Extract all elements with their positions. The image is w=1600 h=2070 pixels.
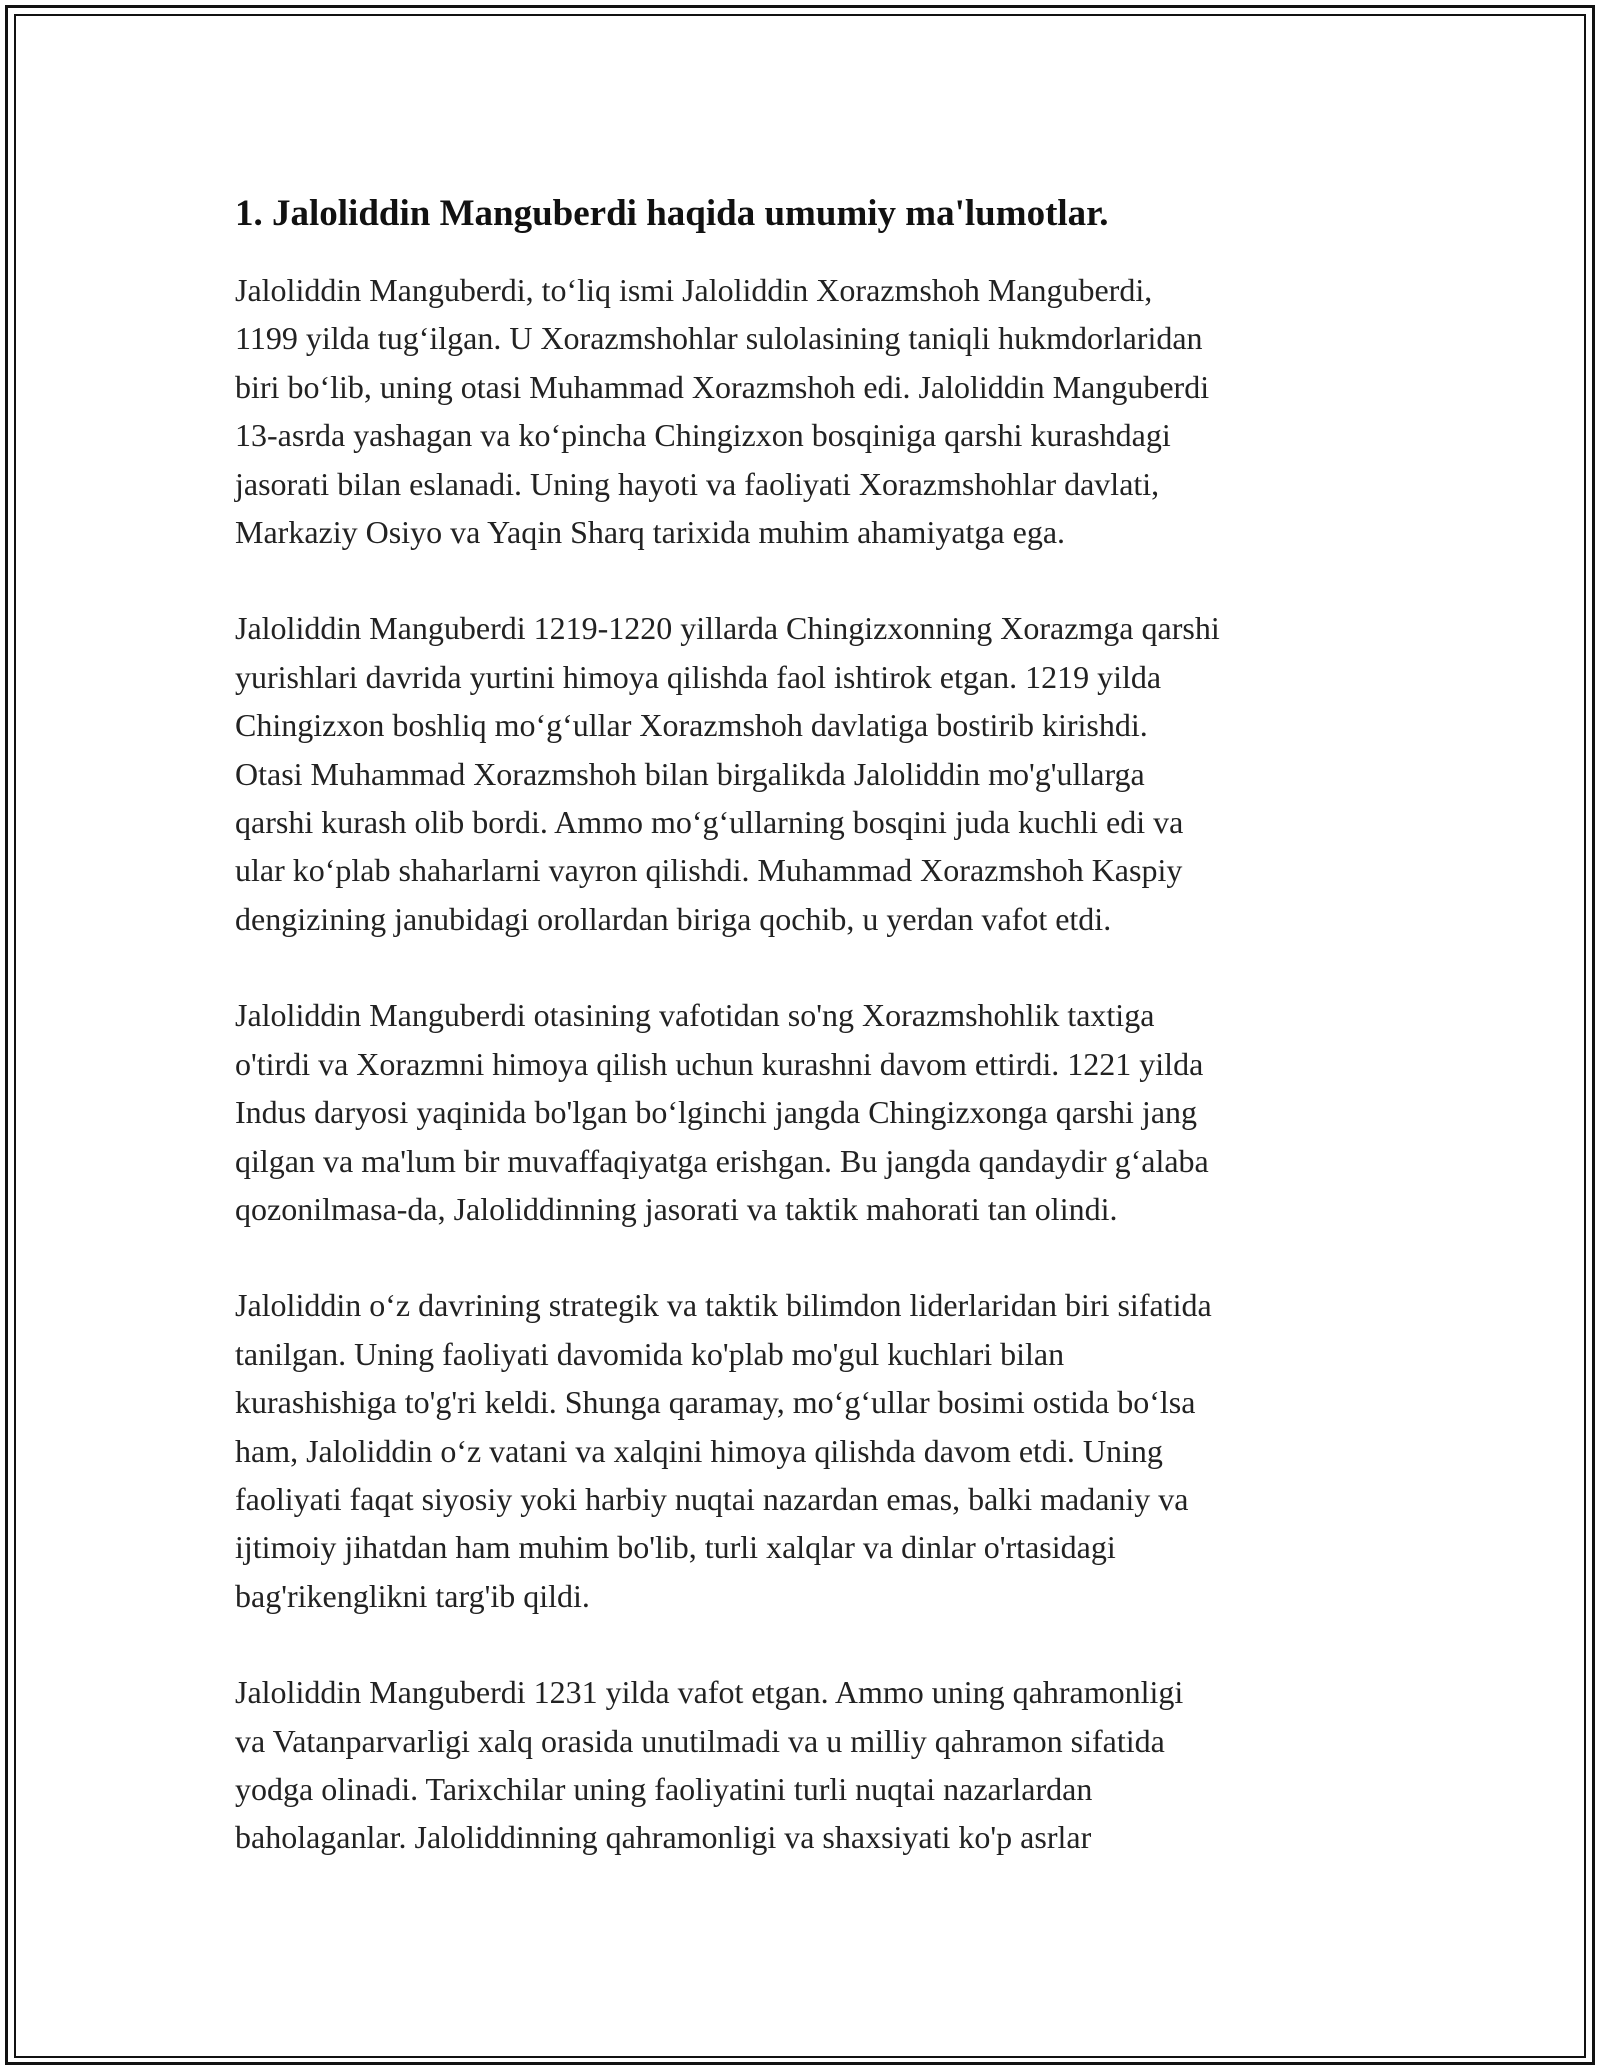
paragraph-line: Jaloliddin Manguberdi otasining vafotidan so'ng Xorazmshohlik taxtiga bbox=[235, 997, 1155, 1034]
paragraph-line: ijtimoiy jihatdan ham muhim bo'lib, turli xalqlar va dinlar o'rtasidagi bbox=[235, 1529, 1116, 1566]
paragraph-line: qilgan va ma'lum bir muvaffaqiyatga erishgan. Bu jangda qandaydir g‘alaba bbox=[235, 1142, 1209, 1179]
paragraph bbox=[235, 1668, 1375, 1862]
paragraph-line: ham, Jaloliddin o‘z vatani va xalqini himoya qilishda davom etdi. Uning bbox=[235, 1432, 1163, 1469]
paragraph-line: ular ko‘plab shaharlarni vayron qilishdi. Muhammad Xorazmshoh Kaspiy bbox=[235, 852, 1183, 889]
paragraph-line: 13-asrda yashagan va ko‘pincha Chingizxon bosqiniga qarshi kurashdagi bbox=[235, 417, 1171, 454]
paragraph-line: faoliyati faqat siyosiy yoki harbiy nuqtai nazardan emas, balki madaniy va bbox=[235, 1480, 1189, 1517]
paragraph-line: Jaloliddin Manguberdi 1219-1220 yillarda Chingizxonning Xorazmga qarshi bbox=[235, 610, 1220, 647]
paragraph-line: Jaloliddin Manguberdi, to‘liq ismi Jaloliddin Xorazmshoh Manguberdi, bbox=[235, 272, 1153, 308]
paragraph-line: dengizining janubidagi orollardan biriga qochib, u yerdan vafot etdi. bbox=[235, 900, 1112, 937]
paragraph bbox=[235, 1281, 1375, 1620]
paragraph-line: jasorati bilan eslanadi. Uning hayoti va faoliyati Xorazmshohlar davlati, bbox=[235, 465, 1160, 502]
paragraph-line: yodga olinadi. Tarixchilar uning faoliyatini turli nuqtai nazarlardan bbox=[235, 1770, 1093, 1807]
paragraph-line: tanilgan. Uning faoliyati davomida ko'plab mo'gul kuchlari bilan bbox=[235, 1335, 1065, 1372]
paragraph-line: yurishlari davrida yurtini himoya qilishda faol ishtirok etgan. 1219 yilda bbox=[235, 658, 1162, 695]
paragraph-line: biri bo‘lib, uning otasi Muhammad Xorazmshoh edi. Jaloliddin Manguberdi bbox=[235, 368, 1210, 405]
paragraph-line: Jaloliddin o‘z davrining strategik va taktik bilimdon liderlaridan biri sifatida bbox=[235, 1287, 1212, 1324]
paragraph-list bbox=[235, 266, 1375, 1862]
paragraph bbox=[235, 991, 1375, 1233]
paragraph-line: 1199 yilda tug‘ilgan. U Xorazmshohlar sulolasining taniqli hukmdorlaridan bbox=[235, 320, 1203, 357]
paragraph-line: o'tirdi va Xorazmni himoya qilish uchun kurashni davom ettirdi. 1221 yilda bbox=[235, 1045, 1204, 1082]
paragraph-line: qarshi kurash olib bordi. Ammo mo‘g‘ullarning bosqini juda kuchli edi va bbox=[235, 804, 1184, 841]
paragraph-line: Jaloliddin Manguberdi 1231 yilda vafot etgan. Ammo uning qahramonligi bbox=[235, 1674, 1184, 1711]
section-heading: 1. Jaloliddin Manguberdi haqida umumiy ma'lumotlar. bbox=[235, 193, 1109, 234]
paragraph-line: Indus daryosi yaqinida bo'lgan bo‘lginchi jangda Chingizxonga qarshi jang bbox=[235, 1094, 1198, 1131]
paragraph-line: va Vatanparvarligi xalq orasida unutilmadi va u milliy qahramon sifatida bbox=[235, 1722, 1165, 1759]
paragraph-line: kurashishiga to'g'ri keldi. Shunga qaramay, mo‘g‘ullar bosimi ostida bo‘lsa bbox=[235, 1384, 1196, 1421]
paragraph bbox=[235, 604, 1375, 943]
paragraph-line: Otasi Muhammad Xorazmshoh bilan birgalikda Jaloliddin mo'g'ullarga bbox=[235, 755, 1145, 792]
paragraph-line: Markaziy Osiyo va Yaqin Sharq tarixida muhim ahamiyatga ega. bbox=[235, 514, 1066, 551]
paragraph-line: baholaganlar. Jaloliddinning qahramonligi va shaxsiyati ko'p asrlar bbox=[235, 1819, 1092, 1856]
paragraph-line: Chingizxon boshliq mo‘g‘ullar Xorazmshoh davlatiga bostirib kirishdi. bbox=[235, 707, 1148, 744]
paragraph-line: qozonilmasa-da, Jaloliddinning jasorati va taktik mahorati tan olindi. bbox=[235, 1190, 1118, 1227]
document-body bbox=[235, 186, 1375, 1910]
paragraph-line: bag'rikenglikni targ'ib qildi. bbox=[235, 1577, 590, 1614]
paragraph bbox=[235, 266, 1375, 556]
